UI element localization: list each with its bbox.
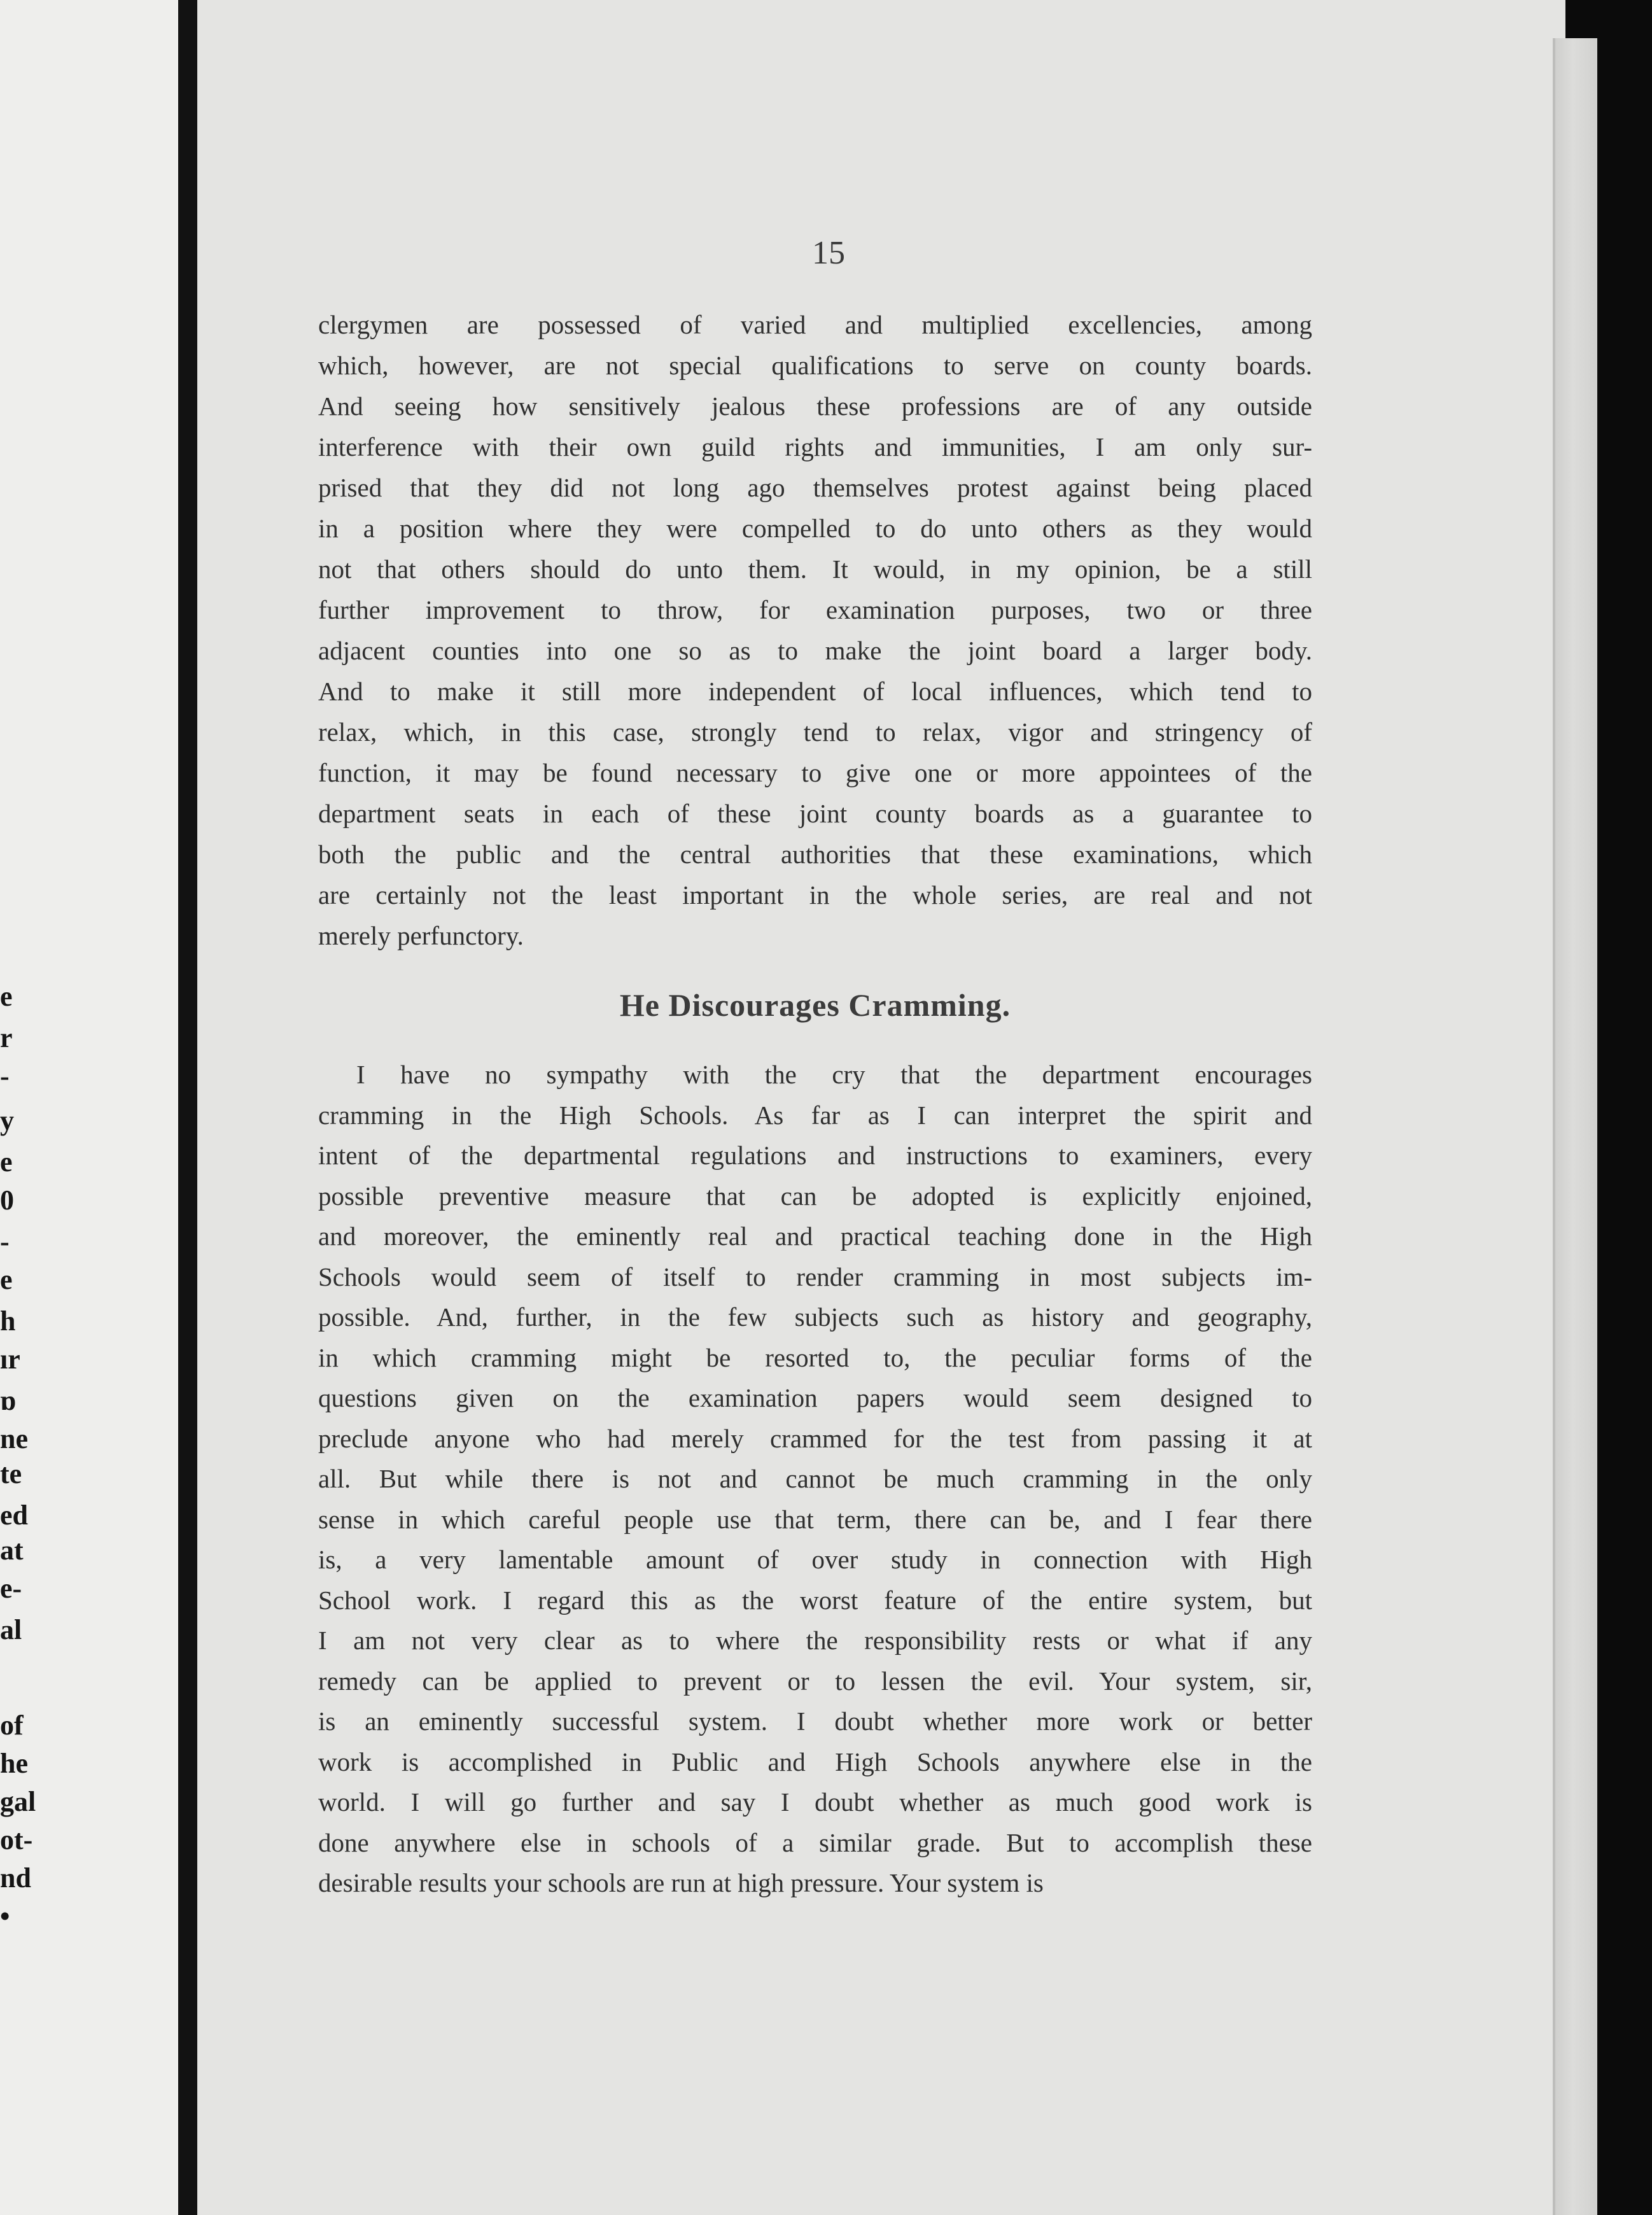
text-line: is an eminently successful system. I doubt whether more work or better bbox=[318, 1706, 1312, 1736]
margin-fragment: gal bbox=[0, 1786, 36, 1817]
text-line: are certainly not the least important in the whole series, are real and not bbox=[318, 880, 1312, 910]
text-line: sense in which careful people use that term, there can be, and I fear there bbox=[318, 1504, 1312, 1534]
text-line: possible. And, further, in the few subjects such as history and geography, bbox=[318, 1302, 1312, 1332]
margin-fragment: of bbox=[0, 1710, 24, 1741]
adjacent-page-fragment bbox=[0, 0, 178, 2215]
text-line: adjacent counties into one so as to make the joint board a larger body. bbox=[318, 636, 1312, 665]
text-line: And to make it still more independent of local influences, which tend to bbox=[318, 677, 1312, 706]
margin-fragment: y bbox=[0, 1105, 14, 1136]
text-line: desirable results your schools are run at high pressure. Your system is bbox=[318, 1868, 1044, 1897]
text-line: merely perfunctory. bbox=[318, 921, 524, 950]
margin-fragment: ır bbox=[0, 1344, 20, 1375]
text-line: both the public and the central authorities that these examinations, which bbox=[318, 840, 1312, 869]
margin-fragment: ne bbox=[0, 1423, 28, 1454]
text-line: which, however, are not special qualifications to serve on county boards. bbox=[318, 351, 1312, 380]
text-line: preclude anyone who had merely crammed for the test from passing it at bbox=[318, 1423, 1312, 1453]
margin-fragment: te bbox=[0, 1458, 22, 1489]
text-line: done anywhere else in schools of a similar grade. But to accomplish these bbox=[318, 1827, 1312, 1857]
margin-fragment: r bbox=[0, 1022, 13, 1053]
margin-fragment: e- bbox=[0, 1573, 22, 1604]
text-line: clergymen are possessed of varied and multiplied excellencies, among bbox=[318, 310, 1312, 339]
page-edge bbox=[1553, 38, 1600, 2215]
margin-fragment: h bbox=[0, 1305, 16, 1337]
page-number: 15 bbox=[812, 235, 845, 271]
text-line: cramming in the High Schools. As far as I can interpret the spirit and bbox=[318, 1100, 1312, 1130]
text-line: and moreover, the eminently real and practical teaching done in the High bbox=[318, 1221, 1312, 1251]
margin-fragment: e bbox=[0, 1146, 13, 1178]
text-line: And seeing how sensitively jealous these professions are of any outside bbox=[318, 391, 1312, 421]
text-line: I have no sympathy with the cry that the department encourages bbox=[356, 1060, 1312, 1089]
text-line: Schools would seem of itself to render cramming in most subjects im- bbox=[318, 1262, 1312, 1291]
margin-fragment: - bbox=[0, 1060, 10, 1092]
text-line: relax, which, in this case, strongly tend to relax, vigor and stringency of bbox=[318, 717, 1312, 747]
text-line: questions given on the examination papers would seem designed to bbox=[318, 1383, 1312, 1412]
margin-fragment: 0 bbox=[0, 1185, 14, 1216]
text-line: is, a very lamentable amount of over study in connection with High bbox=[318, 1545, 1312, 1574]
margin-fragment: nd bbox=[0, 1862, 31, 1894]
text-line: world. I will go further and say I doubt whether as much good work is bbox=[318, 1787, 1312, 1817]
book-gutter bbox=[178, 0, 197, 2215]
text-line: not that others should do unto them. It would, in my opinion, be a still bbox=[318, 554, 1312, 584]
text-line: interference with their own guild rights and immunities, I am only sur- bbox=[318, 432, 1312, 461]
scan-background bbox=[1597, 0, 1652, 2215]
margin-fragment: at bbox=[0, 1535, 24, 1566]
margin-fragment: e bbox=[0, 981, 13, 1012]
text-line: department seats in each of these joint county boards as a guarantee to bbox=[318, 799, 1312, 828]
text-line: intent of the departmental regulations and instructions to examiners, every bbox=[318, 1141, 1312, 1170]
margin-fragment: e bbox=[0, 1264, 13, 1295]
margin-fragment: ot- bbox=[0, 1824, 33, 1855]
margin-fragment: - bbox=[0, 1226, 10, 1257]
text-line: possible preventive measure that can be adopted is explicitly enjoined, bbox=[318, 1181, 1312, 1211]
margin-fragment: he bbox=[0, 1748, 28, 1779]
text-line: prised that they did not long ago themselves protest against being placed bbox=[318, 473, 1312, 502]
text-line: in a position where they were compelled to do unto others as they would bbox=[318, 514, 1312, 543]
text-line: work is accomplished in Public and High Schools anywhere else in the bbox=[318, 1747, 1312, 1776]
text-line: remedy can be applied to prevent or to lessen the evil. Your system, sir, bbox=[318, 1666, 1312, 1696]
margin-fragment: ed bbox=[0, 1500, 28, 1531]
margin-fragment: ɒ bbox=[0, 1385, 17, 1416]
text-line: in which cramming might be resorted to, the peculiar forms of the bbox=[318, 1342, 1312, 1372]
text-line: function, it may be found necessary to give one or more appointees of the bbox=[318, 758, 1312, 787]
margin-fragment: al bbox=[0, 1614, 22, 1645]
text-line: I am not very clear as to where the responsibility rests or what if any bbox=[318, 1626, 1312, 1655]
section-heading: He Discourages Cramming. bbox=[619, 987, 1011, 1023]
text-line: further improvement to throw, for examination purposes, two or three bbox=[318, 595, 1312, 624]
text-line: all. But while there is not and cannot be much cramming in the only bbox=[318, 1464, 1312, 1493]
margin-fragment: • bbox=[0, 1901, 10, 1932]
text-line: School work. I regard this as the worst feature of the entire system, but bbox=[318, 1585, 1312, 1615]
